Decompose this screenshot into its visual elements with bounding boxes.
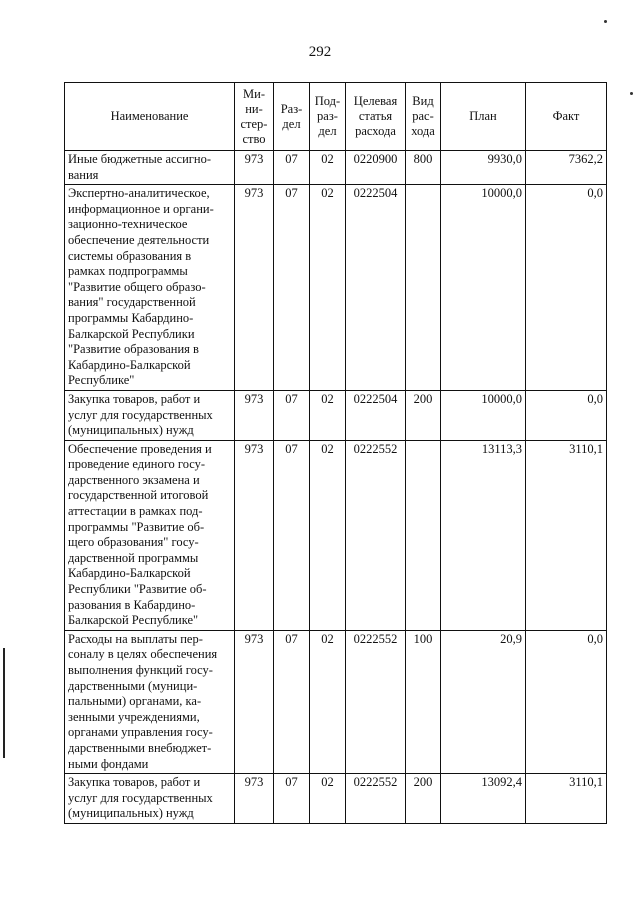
cell-type bbox=[406, 440, 441, 630]
table-body bbox=[65, 151, 607, 824]
cell-ministry: 973 bbox=[235, 630, 274, 773]
col-header-fact bbox=[526, 83, 607, 151]
header-type-text: Вид рас- хода bbox=[411, 94, 435, 138]
cell-target: 0222552 bbox=[346, 630, 406, 773]
header-name-text: Наименование bbox=[110, 109, 189, 123]
table-row bbox=[65, 390, 607, 440]
header-plan-text: План bbox=[469, 109, 497, 123]
cell-target: 0222552 bbox=[346, 774, 406, 824]
header-fact-text: Факт bbox=[552, 109, 580, 123]
cell-section: 07 bbox=[274, 440, 310, 630]
cell-plan: 13092,4 bbox=[441, 774, 526, 824]
cell-fact: 0,0 bbox=[526, 390, 607, 440]
cell-target: 0222504 bbox=[346, 185, 406, 391]
cell-type: 200 bbox=[406, 390, 441, 440]
table-row bbox=[65, 774, 607, 824]
cell-section: 07 bbox=[274, 630, 310, 773]
cell-section: 07 bbox=[274, 151, 310, 185]
cell-subsection: 02 bbox=[310, 440, 346, 630]
cell-plan: 9930,0 bbox=[441, 151, 526, 185]
cell-target: 0220900 bbox=[346, 151, 406, 185]
col-header-name bbox=[65, 83, 235, 151]
table-row bbox=[65, 185, 607, 391]
cell-section: 07 bbox=[274, 185, 310, 391]
cell-type: 800 bbox=[406, 151, 441, 185]
header-row bbox=[65, 83, 607, 151]
budget-table bbox=[64, 82, 607, 824]
col-header-plan bbox=[441, 83, 526, 151]
cell-plan: 10000,0 bbox=[441, 185, 526, 391]
header-section-text: Раз- дел bbox=[280, 101, 303, 131]
cell-fact: 0,0 bbox=[526, 185, 607, 391]
cell-name: Экспертно-аналитическое, информационное и органи- зационно-техническое обеспечение деятельности системы образования в рамках подпрограммы "Развитие общего образо- вания" государственной программы Кабардино- Балкарской Республики "Развитие образования в Кабардино-Балкарской Республике" bbox=[65, 185, 235, 391]
col-header-ministry bbox=[235, 83, 274, 151]
cell-section: 07 bbox=[274, 390, 310, 440]
cell-plan: 10000,0 bbox=[441, 390, 526, 440]
cell-ministry: 973 bbox=[235, 440, 274, 630]
table-row bbox=[65, 440, 607, 630]
scan-speck bbox=[604, 20, 607, 23]
cell-section: 07 bbox=[274, 774, 310, 824]
cell-subsection: 02 bbox=[310, 151, 346, 185]
cell-subsection: 02 bbox=[310, 390, 346, 440]
cell-fact: 3110,1 bbox=[526, 440, 607, 630]
cell-ministry: 973 bbox=[235, 185, 274, 391]
cell-target: 0222504 bbox=[346, 390, 406, 440]
header-ministry-text: Ми- ни- стер- ство bbox=[240, 86, 268, 146]
cell-subsection: 02 bbox=[310, 630, 346, 773]
cell-name: Иные бюджетные ассигно- вания bbox=[65, 151, 235, 185]
table-row bbox=[65, 630, 607, 773]
cell-target: 0222552 bbox=[346, 440, 406, 630]
cell-ministry: 973 bbox=[235, 390, 274, 440]
col-header-section bbox=[274, 83, 310, 151]
cell-type bbox=[406, 185, 441, 391]
cell-type: 200 bbox=[406, 774, 441, 824]
scan-edge-mark bbox=[3, 648, 5, 758]
scan-speck bbox=[630, 92, 633, 95]
cell-type: 100 bbox=[406, 630, 441, 773]
cell-ministry: 973 bbox=[235, 774, 274, 824]
cell-ministry: 973 bbox=[235, 151, 274, 185]
cell-fact: 7362,2 bbox=[526, 151, 607, 185]
cell-name: Расходы на выплаты пер- соналу в целях обеспечения выполнения функций госу- дарственными (муници- пальными) органами, ка- зенными учреждениями, органами управления госу- дарственными внебюджет- ными фондами bbox=[65, 630, 235, 773]
header-subsection-text: Под- раз- дел bbox=[314, 94, 341, 138]
cell-fact: 0,0 bbox=[526, 630, 607, 773]
cell-fact: 3110,1 bbox=[526, 774, 607, 824]
col-header-target bbox=[346, 83, 406, 151]
cell-subsection: 02 bbox=[310, 185, 346, 391]
cell-subsection: 02 bbox=[310, 774, 346, 824]
cell-name: Закупка товаров, работ и услуг для государственных (муниципальных) нужд bbox=[65, 774, 235, 824]
cell-name: Обеспечение проведения и проведение единого госу- дарственного экзамена и государственной итоговой аттестации в рамках под- программы "Развитие об- щего образования" госу- дарственной программы Кабардино-Балкарской Республики "Развитие об- разования в Кабардино- Балкарской Республике" bbox=[65, 440, 235, 630]
table-row bbox=[65, 151, 607, 185]
col-header-subsection bbox=[310, 83, 346, 151]
cell-plan: 13113,3 bbox=[441, 440, 526, 630]
header-target-text: Целевая статья расхода bbox=[353, 94, 398, 138]
col-header-type bbox=[406, 83, 441, 151]
cell-name: Закупка товаров, работ и услуг для государственных (муниципальных) нужд bbox=[65, 390, 235, 440]
page-number: 292 bbox=[308, 44, 332, 60]
cell-plan: 20,9 bbox=[441, 630, 526, 773]
